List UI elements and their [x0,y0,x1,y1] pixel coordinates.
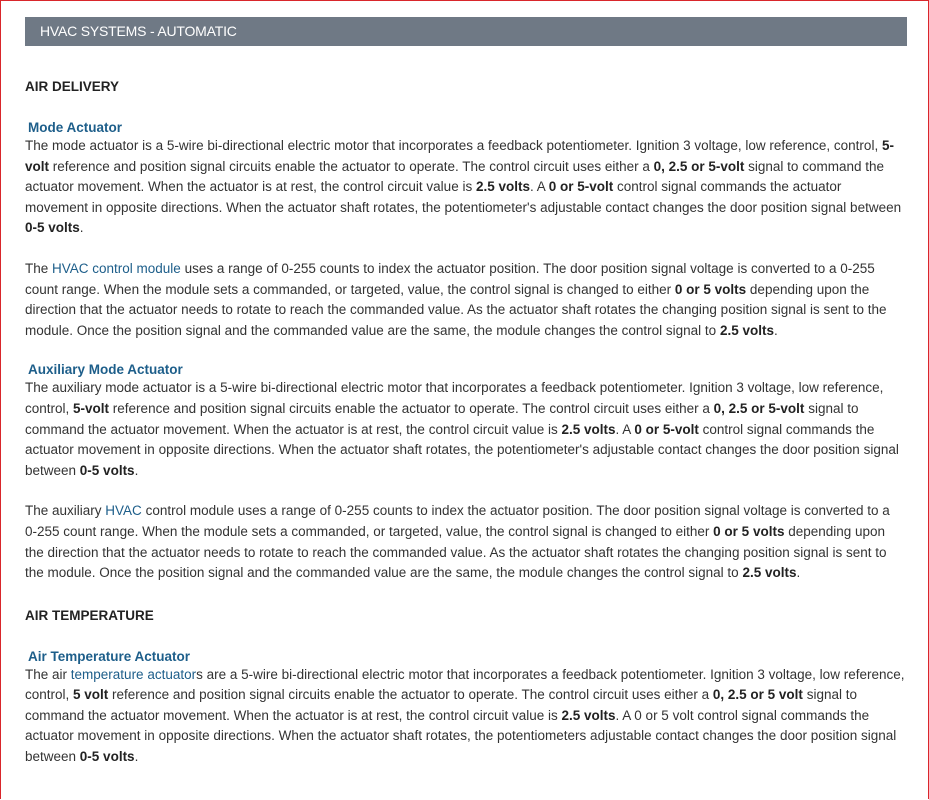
text-run: reference and position signal circuits enable the actuator to operate. The control circuit uses either a [109,400,714,416]
emphasis-value: 0-5 volts [25,220,80,236]
text-run: The auxiliary [25,503,106,519]
text-run: signal to command the actuator movement. When the actuator is at rest, the control circuit value is [25,158,884,195]
emphasis-value: 5 volt [73,687,109,703]
emphasis-value: 5-volt [25,138,894,174]
emphasis-value: 0 or 5 volts [674,281,747,297]
text-run: . [134,462,139,478]
subheading-mode-actuator: Mode Actuator [28,120,122,135]
emphasis-value: 2.5 volts [561,421,616,437]
text-run: signal to command the actuator movement. When the actuator is at rest, the control circuit value is [25,400,859,437]
emphasis-value: 5-volt [73,400,110,416]
glossary-link[interactable]: HVAC control module [52,260,181,276]
emphasis-value: 2.5 volts [475,179,530,195]
text-run: reference and position signal circuits enable the actuator to operate. The control circuit uses either a [108,687,713,703]
text-run: The air [25,666,71,682]
text-run: control signal commands the actuator movement in opposite directions. When the actuator shaft rotates, the potentiometer's adjustable contact changes the door position signal between [25,179,902,215]
text-run: . A 0 or 5 volt control signal commands the actuator movement in opposite directions. When the actuator shaft rotates, the potentiometers adjustable contact changes the door position signal between [25,707,897,765]
subheading-air-temp-actuator: Air Temperature Actuator [28,648,191,664]
emphasis-value: 0-5 volts [79,749,135,765]
emphasis-value: 0, 2.5 or 5 volt [712,687,803,703]
text-run: depending upon the direction that the actuator needs to rotate to reach the commanded value. As the actuator shaft rotates the changing position signal is sent to the module. Once the position signal and the commanded value are the same, the module changes the control signal to [25,523,887,581]
text-run: . [79,220,84,236]
emphasis-value: 2.5 volts [561,707,616,723]
section-banner [25,17,907,46]
text-run: . A [529,179,549,195]
text-run: reference and position signal circuits enable the actuator to operate. The control circuit uses either a [49,158,654,174]
text-run: . A [615,421,635,437]
section-title-air-delivery: AIR DELIVERY [25,79,120,94]
subheading-aux-mode-actuator: Auxiliary Mode Actuator [28,362,183,378]
emphasis-value: 2.5 volts [719,322,774,338]
emphasis-value: 0 or 5 volts [713,523,785,539]
glossary-link[interactable]: HVAC [105,503,142,519]
text-run: control module uses a range of 0-255 counts to index the actuator position. The door position signal voltage is converted to a 0-255 count range. When the module sets a commanded, or targeted, value, the control signal is changed to either [25,503,890,539]
glossary-link[interactable]: temperature actuator [70,666,197,682]
paragraph [25,259,907,341]
text-run: The auxiliary mode actuator is a 5-wire bi-directional electric motor that incorporates a feedback potentiometer. Ignition 3 voltage, low reference, control, [25,380,884,416]
emphasis-value: 0, 2.5 or 5-volt [713,400,805,416]
text-run: depending upon the direction that the actuator needs to rotate to reach the commanded value. As the actuator shaft rotates the changing position signal is sent to the module. Once the position signal and the commanded value are the same, the module changes the control signal to [25,281,887,338]
emphasis-value: 0 or 5-volt [634,421,699,437]
emphasis-value: 0 or 5-volt [548,179,614,195]
paragraph [25,378,907,481]
text-run: uses a range of 0-255 counts to index the actuator position. The door position signal voltage is converted to a 0-255 count range. When the module sets a commanded, or targeted, value, the control signal is changed to either [25,260,875,297]
emphasis-value: 0-5 volts [79,462,135,478]
section-title-air-temperature: AIR TEMPERATURE [25,607,154,623]
text-run: The mode actuator is a 5-wire bi-directional electric motor that incorporates a feedback potentiometer. Ignition 3 voltage, low reference, control, [25,138,882,153]
text-run: . [773,322,778,338]
text-run: . [796,565,801,581]
text-run: control signal commands the actuator movement in opposite directions. When the actuator shaft rotates, the potentiometer's adjustable contact changes the door position signal between [25,421,899,478]
paragraph [25,501,907,583]
paragraph [25,665,907,768]
document-content [25,17,907,768]
emphasis-value: 0, 2.5 or 5-volt [653,158,745,174]
banner-title: HVAC SYSTEMS - AUTOMATIC [40,23,237,39]
paragraph [25,136,907,239]
emphasis-value: 2.5 volts [742,565,797,581]
text-run: s are a 5-wire bi-directional electric motor that incorporates a feedback potentiometer. Ignition 3 voltage, low reference, control, [25,666,905,703]
text-run: . [134,749,139,765]
text-run: The [25,260,53,276]
text-run: signal to command the actuator movement. When the actuator is at rest, the control circuit value is [25,687,857,723]
